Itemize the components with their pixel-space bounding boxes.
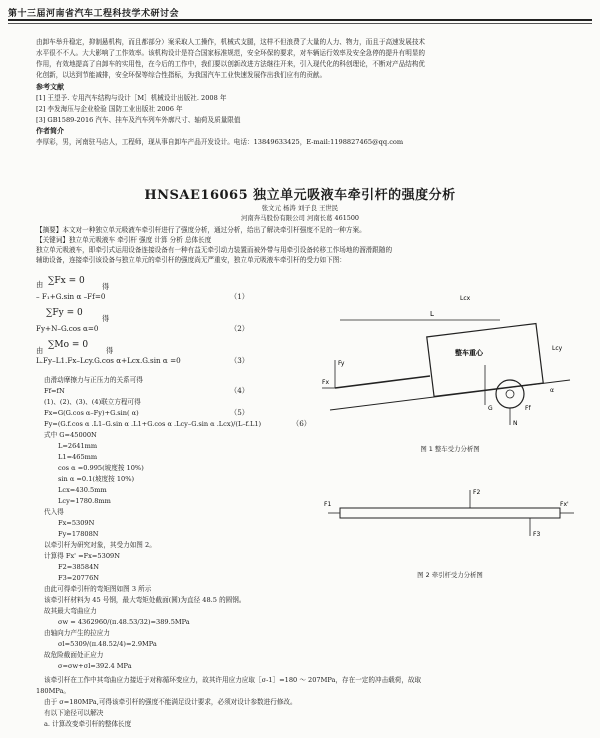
derivation-line: Fy=(G.f.cos α .L1–G.sin α .L1+G.cos α .Lcy–G.sin α .Lcx)/(L–f.L1) (44, 420, 262, 428)
article-abstract: 【摘要】本文对一种独立单元吸液车牵引杆进行了强度分析，通过分析，给出了解决牵引杆强度不足的一种方案。 (36, 226, 366, 234)
reference-item: [2] 李发海压与企业检验 国防工业出版社 2006 年 (36, 105, 183, 113)
article-body-line: 独立单元吸液车，即牵引式运用设备连接设备有一种有益无牵引动力装置而被外带与用牵引设备转移工作场地的溜滑跟随的 (36, 246, 393, 254)
figure-2-towbar-diagram (320, 470, 580, 560)
fig1-label-L: L (430, 310, 434, 318)
derivation-line: F2=38584N (58, 563, 100, 571)
derivation-line: 以牵引杆为研究对象，其受力如图 2。 (44, 541, 156, 549)
article-authors: 张文元 杨涛 刘子良 王世民 (261, 204, 339, 212)
eq-fy-result: Fy+N–G.cos α=0 (36, 324, 99, 333)
header-rule (8, 19, 592, 21)
eq-sum-fx: ∑Fx = 0 (48, 276, 85, 286)
derivation-line: 该牵引杆材料为 45 号钢，最大弯矩处截面(圆)为直径 48.5 的圆钢。 (44, 596, 246, 604)
eq-number: （4） (230, 386, 249, 395)
derivation-line: Lcx=430.5mm (58, 486, 107, 494)
fig1-label-alpha: α (550, 387, 554, 394)
eq-number: （2） (230, 324, 249, 333)
fig2-label-F1: F1 (324, 501, 332, 508)
derivation-line: F3=20776N (58, 574, 100, 582)
figure-1-vehicle-diagram (320, 270, 580, 430)
journal-header: 第十三届河南省汽车工程科技学术研讨会 (8, 9, 180, 19)
fig2-label-F3: F3 (533, 531, 541, 538)
derivation-line: Fx=G(G.cos α–Fy)+G.sin( α) (44, 409, 139, 417)
derivation-line: Fy=17808N (58, 530, 99, 538)
derivation-line: 由轴向力产生的拉应力 (44, 629, 110, 637)
eq-number: （1） (230, 292, 249, 301)
reference-item: [1] 王望予. 专用汽车结构与设计［M］机械设计出版社. 2008 年 (36, 94, 227, 102)
fig1-label-Fx: Fx (322, 379, 330, 386)
derivation-line: 故其最大弯曲应力 (44, 607, 97, 615)
figure-2-caption: 图 2 牵引杆受力分析图 (417, 571, 483, 579)
eq-suffix: 得 (102, 314, 110, 323)
article-body-line: 辅助设备，连接牵引该设备与独立单元的牵引杆的强度尚无严重安，独立单元吸液车牵引杆的受力如下图： (36, 256, 346, 264)
derivation-line: 代入得 (44, 508, 64, 516)
derivation-line: 式中 G=45000N (44, 431, 97, 439)
intro-line-4: 化创新，以达到节能减排，安全环保等综合性指标，为我国汽车工业快速发展作出我们应有的贡献。 (36, 71, 327, 79)
eq-mo-result: L.Fy–L1.Fx–Lcy.G.cos α+Lcx.G.sin α =0 (36, 356, 181, 365)
derivation-line: L=2641mm (58, 442, 98, 450)
article-affiliation: 河南奔马股份有限公司 河南长葛 461500 (241, 214, 359, 222)
fig2-label-Fx: Fx' (560, 501, 569, 508)
references-heading: 参考文献 (36, 82, 64, 91)
eq-sum-fy: ∑Fy = 0 (46, 308, 83, 318)
eq-number: （6） (292, 419, 311, 428)
eq-prefix: 由 (36, 346, 44, 355)
fig1-label-N: N (513, 420, 518, 427)
derivation-line: 由此可得牵引杆的弯矩图如图 3 所示 (44, 585, 152, 593)
derivation-line: σl=5309/(π.48.52/4)=2.9MPa (58, 640, 157, 648)
header-rule-thin (8, 23, 592, 24)
eq-sum-mo: ∑Mo = 0 (48, 340, 89, 350)
fig1-label-Fy: Fy (338, 360, 345, 367)
derivation-line: L1=465mm (58, 453, 98, 461)
derivation-line: Ff=fN (44, 387, 65, 395)
fig1-label-Lcx: Lcx (460, 295, 471, 302)
closing-line: a. 计算改变牵引杆的整体长度 (44, 720, 132, 728)
fig2-label-F2: F2 (473, 489, 481, 496)
derivation-line: σw = 4362960/(π.48.53/32)=389.5MPa (58, 618, 190, 626)
fig1-label-car: 整车重心 (455, 349, 483, 357)
eq-prefix: 由 (36, 280, 44, 289)
derivation-line: cos α =0.995(坡度按 10%) (58, 464, 144, 472)
closing-line: 180MPa。 (36, 687, 71, 695)
fig1-label-Ff: Ff (525, 405, 531, 412)
intro-line-1: 由卸车举升稳定，抑制悬机构，而且都部分）案采取人工操作，机械式支腿，这样不但浪费了大量的人力、物力，而且于高速发展技术 (36, 38, 426, 46)
eq-number: （5） (230, 408, 249, 417)
derivation-line: Lcy=1780.8mm (58, 497, 111, 505)
reference-item: [3] GB1589-2016 汽车、挂车及汽车列车外廓尺寸、轴荷及质量限值 (36, 116, 241, 124)
intro-line-2: 水平很不不人。大大影响了工作效率。该机构设计是符合国家标准规范，安全环保的要求，对车辆运行效率及安全急停的提升有明显的 (36, 49, 426, 57)
derivation-line: 故危险截面处正应力 (44, 651, 104, 659)
derivation-line: sin α =0.1(坡度按 10%) (58, 475, 135, 483)
derivation-line: (1)、(2)、(3)、(4)联立方程可得 (44, 398, 141, 406)
closing-line: 有以下途径可以解决 (44, 709, 104, 717)
intro-line-3: 作用，有效地提高了自卸车的实用性，在今后的工作中，我们要以创新改进方法继往开来，引入现代化的科创理论，不断对产品结构优 (36, 60, 426, 68)
article-title: HNSAE16065 独立单元吸液车牵引杆的强度分析 (144, 188, 456, 203)
eq-suffix: 得 (106, 346, 114, 355)
eq-suffix: 得 (102, 282, 110, 291)
derivation-line: σ=σw+σl=392.4 MPa (58, 662, 132, 670)
eq-number: （3） (230, 356, 249, 365)
derivation-line: 由滑动摩擦力与正压力的关系可得 (44, 376, 143, 384)
derivation-line: 计算得 Fx' =Fx=5309N (44, 552, 120, 560)
author-bio-text: 李厚彩，男，河南驻马店人，工程师，现从事自卸车产品开发设计。电话：13849633425，E-mail:1198827465@qq.com (36, 138, 404, 146)
figure-1-caption: 图 1 整车受力分析图 (420, 445, 480, 453)
article-keywords: 【关键词】独立单元吸液车 牵引杆 强度 计算 分析 总体长度 (36, 236, 212, 244)
closing-line: 由于 σ=180MPa,可得该牵引杆的强度不能满足设计要求，必须对设计参数进行修改。 (44, 698, 297, 706)
eq-fx-result: – F₁+G.sin α –Ff=0 (36, 292, 106, 301)
fig1-label-Lcy: Lcy (552, 345, 563, 352)
derivation-line: Fx=5309N (58, 519, 95, 527)
author-bio-heading: 作者简介 (36, 126, 64, 135)
closing-line: 该牵引杆在工作中其弯曲应力接近于对称循环变应力，故其许用应力应取［σ-1］=180 ～ 207MPa，存在一定的冲击载荷，故取 (44, 676, 422, 684)
fig1-label-G: G (488, 405, 493, 412)
